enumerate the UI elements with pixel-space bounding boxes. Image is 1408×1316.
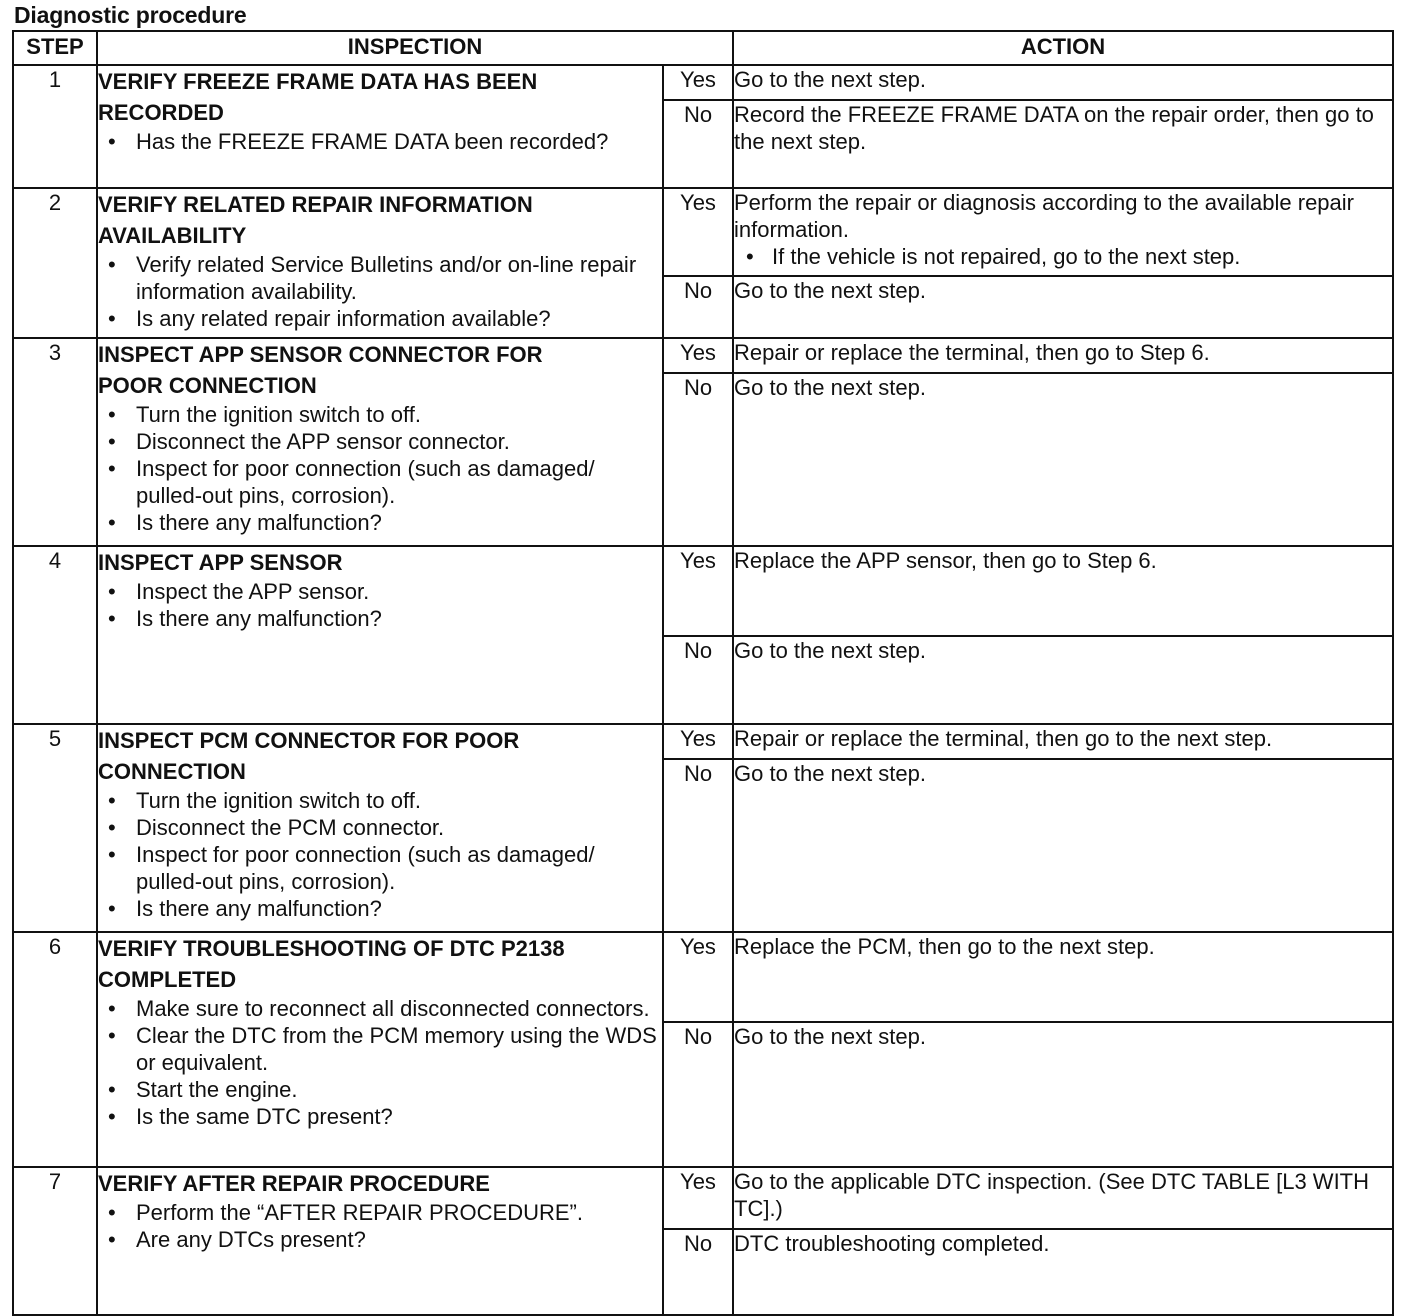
yes-label: Yes <box>663 546 733 636</box>
yes-action-cell <box>733 338 1393 373</box>
inspection-title-line: CONNECTION <box>98 759 246 784</box>
yes-action-cell <box>733 1167 1393 1229</box>
inspection-title-line: VERIFY FREEZE FRAME DATA HAS BEEN <box>98 69 538 94</box>
yes-action-text: Go to the next step. <box>734 67 927 92</box>
step-number: 5 <box>13 724 97 932</box>
inspection-bullet: • Verify related Service Bulletins and/or on-line repair information availability. <box>98 251 662 305</box>
step-number: 1 <box>13 65 97 188</box>
inspection-bullet: • Perform the “AFTER REPAIR PROCEDURE”. <box>98 1199 662 1226</box>
yes-action-sub-list <box>734 243 1392 270</box>
yes-action-cell <box>733 65 1393 100</box>
yes-label: Yes <box>663 1167 733 1229</box>
step-number: 4 <box>13 546 97 724</box>
step-number: 7 <box>13 1167 97 1315</box>
inspection-bullet: • Inspect for poor connection (such as damaged/ pulled-out pins, corrosion). <box>98 455 662 509</box>
inspection-bullet: • Inspect for poor connection (such as damaged/ pulled-out pins, corrosion). <box>98 841 662 895</box>
no-label: No <box>663 759 733 932</box>
yes-label: Yes <box>663 188 733 276</box>
inspection-bullet: • Turn the ignition switch to off. <box>98 401 662 428</box>
inspection-bullet: • Disconnect the PCM connector. <box>98 814 662 841</box>
inspection-cell <box>97 338 663 546</box>
inspection-bullet-list <box>98 401 662 536</box>
inspection-cell <box>97 932 663 1167</box>
inspection-bullet: • Start the engine. <box>98 1076 662 1103</box>
yes-action-text: Go to the applicable DTC inspection. (See DTC TABLE [L3 WITH TC].) <box>734 1169 1370 1221</box>
yes-action-text: Repair or replace the terminal, then go to the next step. <box>734 726 1273 751</box>
inspection-cell <box>97 65 663 188</box>
no-label: No <box>663 1022 733 1167</box>
inspection-bullet: • Has the FREEZE FRAME DATA been recorded? <box>98 128 662 155</box>
inspection-title-line: INSPECT APP SENSOR <box>98 550 343 575</box>
procedure-body <box>13 65 1393 1315</box>
inspection-bullet: • Is any related repair information available? <box>98 305 662 332</box>
step-number: 3 <box>13 338 97 546</box>
inspection-bullet-list <box>98 995 662 1130</box>
yes-action-cell <box>733 546 1393 636</box>
inspection-bullet-list <box>98 578 662 632</box>
inspection-title-line: VERIFY AFTER REPAIR PROCEDURE <box>98 1171 490 1196</box>
inspection-bullet-list <box>98 128 662 155</box>
inspection-title-line: VERIFY TROUBLESHOOTING OF DTC P2138 <box>98 936 565 961</box>
no-action-text: Record the FREEZE FRAME DATA on the repair order, then go to the next step. <box>733 100 1393 188</box>
inspection-title-line: RECORDED <box>98 100 224 125</box>
inspection-title-line: COMPLETED <box>98 967 237 992</box>
step-row <box>13 1167 1393 1229</box>
step-header: STEP <box>13 31 97 65</box>
yes-action-sub-bullet: • If the vehicle is not repaired, go to the next step. <box>734 243 1392 270</box>
step-row <box>13 65 1393 100</box>
no-action-text: Go to the next step. <box>733 636 1393 724</box>
inspection-bullet: • Disconnect the APP sensor connector. <box>98 428 662 455</box>
action-header: ACTION <box>733 31 1393 65</box>
no-action-text: Go to the next step. <box>733 759 1393 932</box>
step-row <box>13 724 1393 759</box>
inspection-title-line: INSPECT PCM CONNECTOR FOR POOR <box>98 728 520 753</box>
yes-label: Yes <box>663 65 733 100</box>
inspection-bullet: • Is the same DTC present? <box>98 1103 662 1130</box>
inspection-bullet-list <box>98 251 662 332</box>
yes-action-cell <box>733 724 1393 759</box>
inspection-cell <box>97 1167 663 1315</box>
no-action-text: Go to the next step. <box>733 1022 1393 1167</box>
inspection-cell <box>97 724 663 932</box>
yes-action-text: Perform the repair or diagnosis according to the available repair information. <box>734 190 1354 242</box>
no-action-text: Go to the next step. <box>733 276 1393 338</box>
inspection-bullet: • Are any DTCs present? <box>98 1226 662 1253</box>
yes-label: Yes <box>663 724 733 759</box>
inspection-bullet: • Turn the ignition switch to off. <box>98 787 662 814</box>
step-row <box>13 338 1393 373</box>
yes-action-cell <box>733 188 1393 276</box>
inspection-bullet: • Is there any malfunction? <box>98 895 662 922</box>
inspection-title-line: VERIFY RELATED REPAIR INFORMATION <box>98 192 533 217</box>
inspection-cell <box>97 188 663 338</box>
yes-action-text: Replace the PCM, then go to the next step. <box>734 934 1155 959</box>
header-row <box>13 31 1393 65</box>
step-row <box>13 932 1393 1022</box>
inspection-title-line: INSPECT APP SENSOR CONNECTOR FOR <box>98 342 543 367</box>
inspection-bullet-list <box>98 1199 662 1253</box>
no-label: No <box>663 1229 733 1315</box>
yes-label: Yes <box>663 932 733 1022</box>
inspection-bullet: • Clear the DTC from the PCM memory using the WDS or equivalent. <box>98 1022 662 1076</box>
step-row <box>13 188 1393 276</box>
yes-action-cell <box>733 932 1393 1022</box>
inspection-bullet: • Make sure to reconnect all disconnected connectors. <box>98 995 662 1022</box>
no-label: No <box>663 100 733 188</box>
inspection-title-line: POOR CONNECTION <box>98 373 317 398</box>
inspection-title-line: AVAILABILITY <box>98 223 247 248</box>
no-label: No <box>663 276 733 338</box>
no-label: No <box>663 636 733 724</box>
inspection-bullet: • Is there any malfunction? <box>98 605 662 632</box>
inspection-bullet-list <box>98 787 662 922</box>
inspection-cell <box>97 546 663 724</box>
step-row <box>13 546 1393 636</box>
yes-action-text: Replace the APP sensor, then go to Step 6. <box>734 548 1157 573</box>
diagnostic-procedure-table <box>12 30 1394 1316</box>
no-action-text: DTC troubleshooting completed. <box>733 1229 1393 1315</box>
step-number: 6 <box>13 932 97 1167</box>
yes-action-text: Repair or replace the terminal, then go to Step 6. <box>734 340 1210 365</box>
yes-label: Yes <box>663 338 733 373</box>
inspection-header: INSPECTION <box>97 31 733 65</box>
no-label: No <box>663 373 733 546</box>
inspection-bullet: • Is there any malfunction? <box>98 509 662 536</box>
page-title: Diagnostic procedure <box>14 2 247 28</box>
inspection-bullet: • Inspect the APP sensor. <box>98 578 662 605</box>
no-action-text: Go to the next step. <box>733 373 1393 546</box>
step-number: 2 <box>13 188 97 338</box>
